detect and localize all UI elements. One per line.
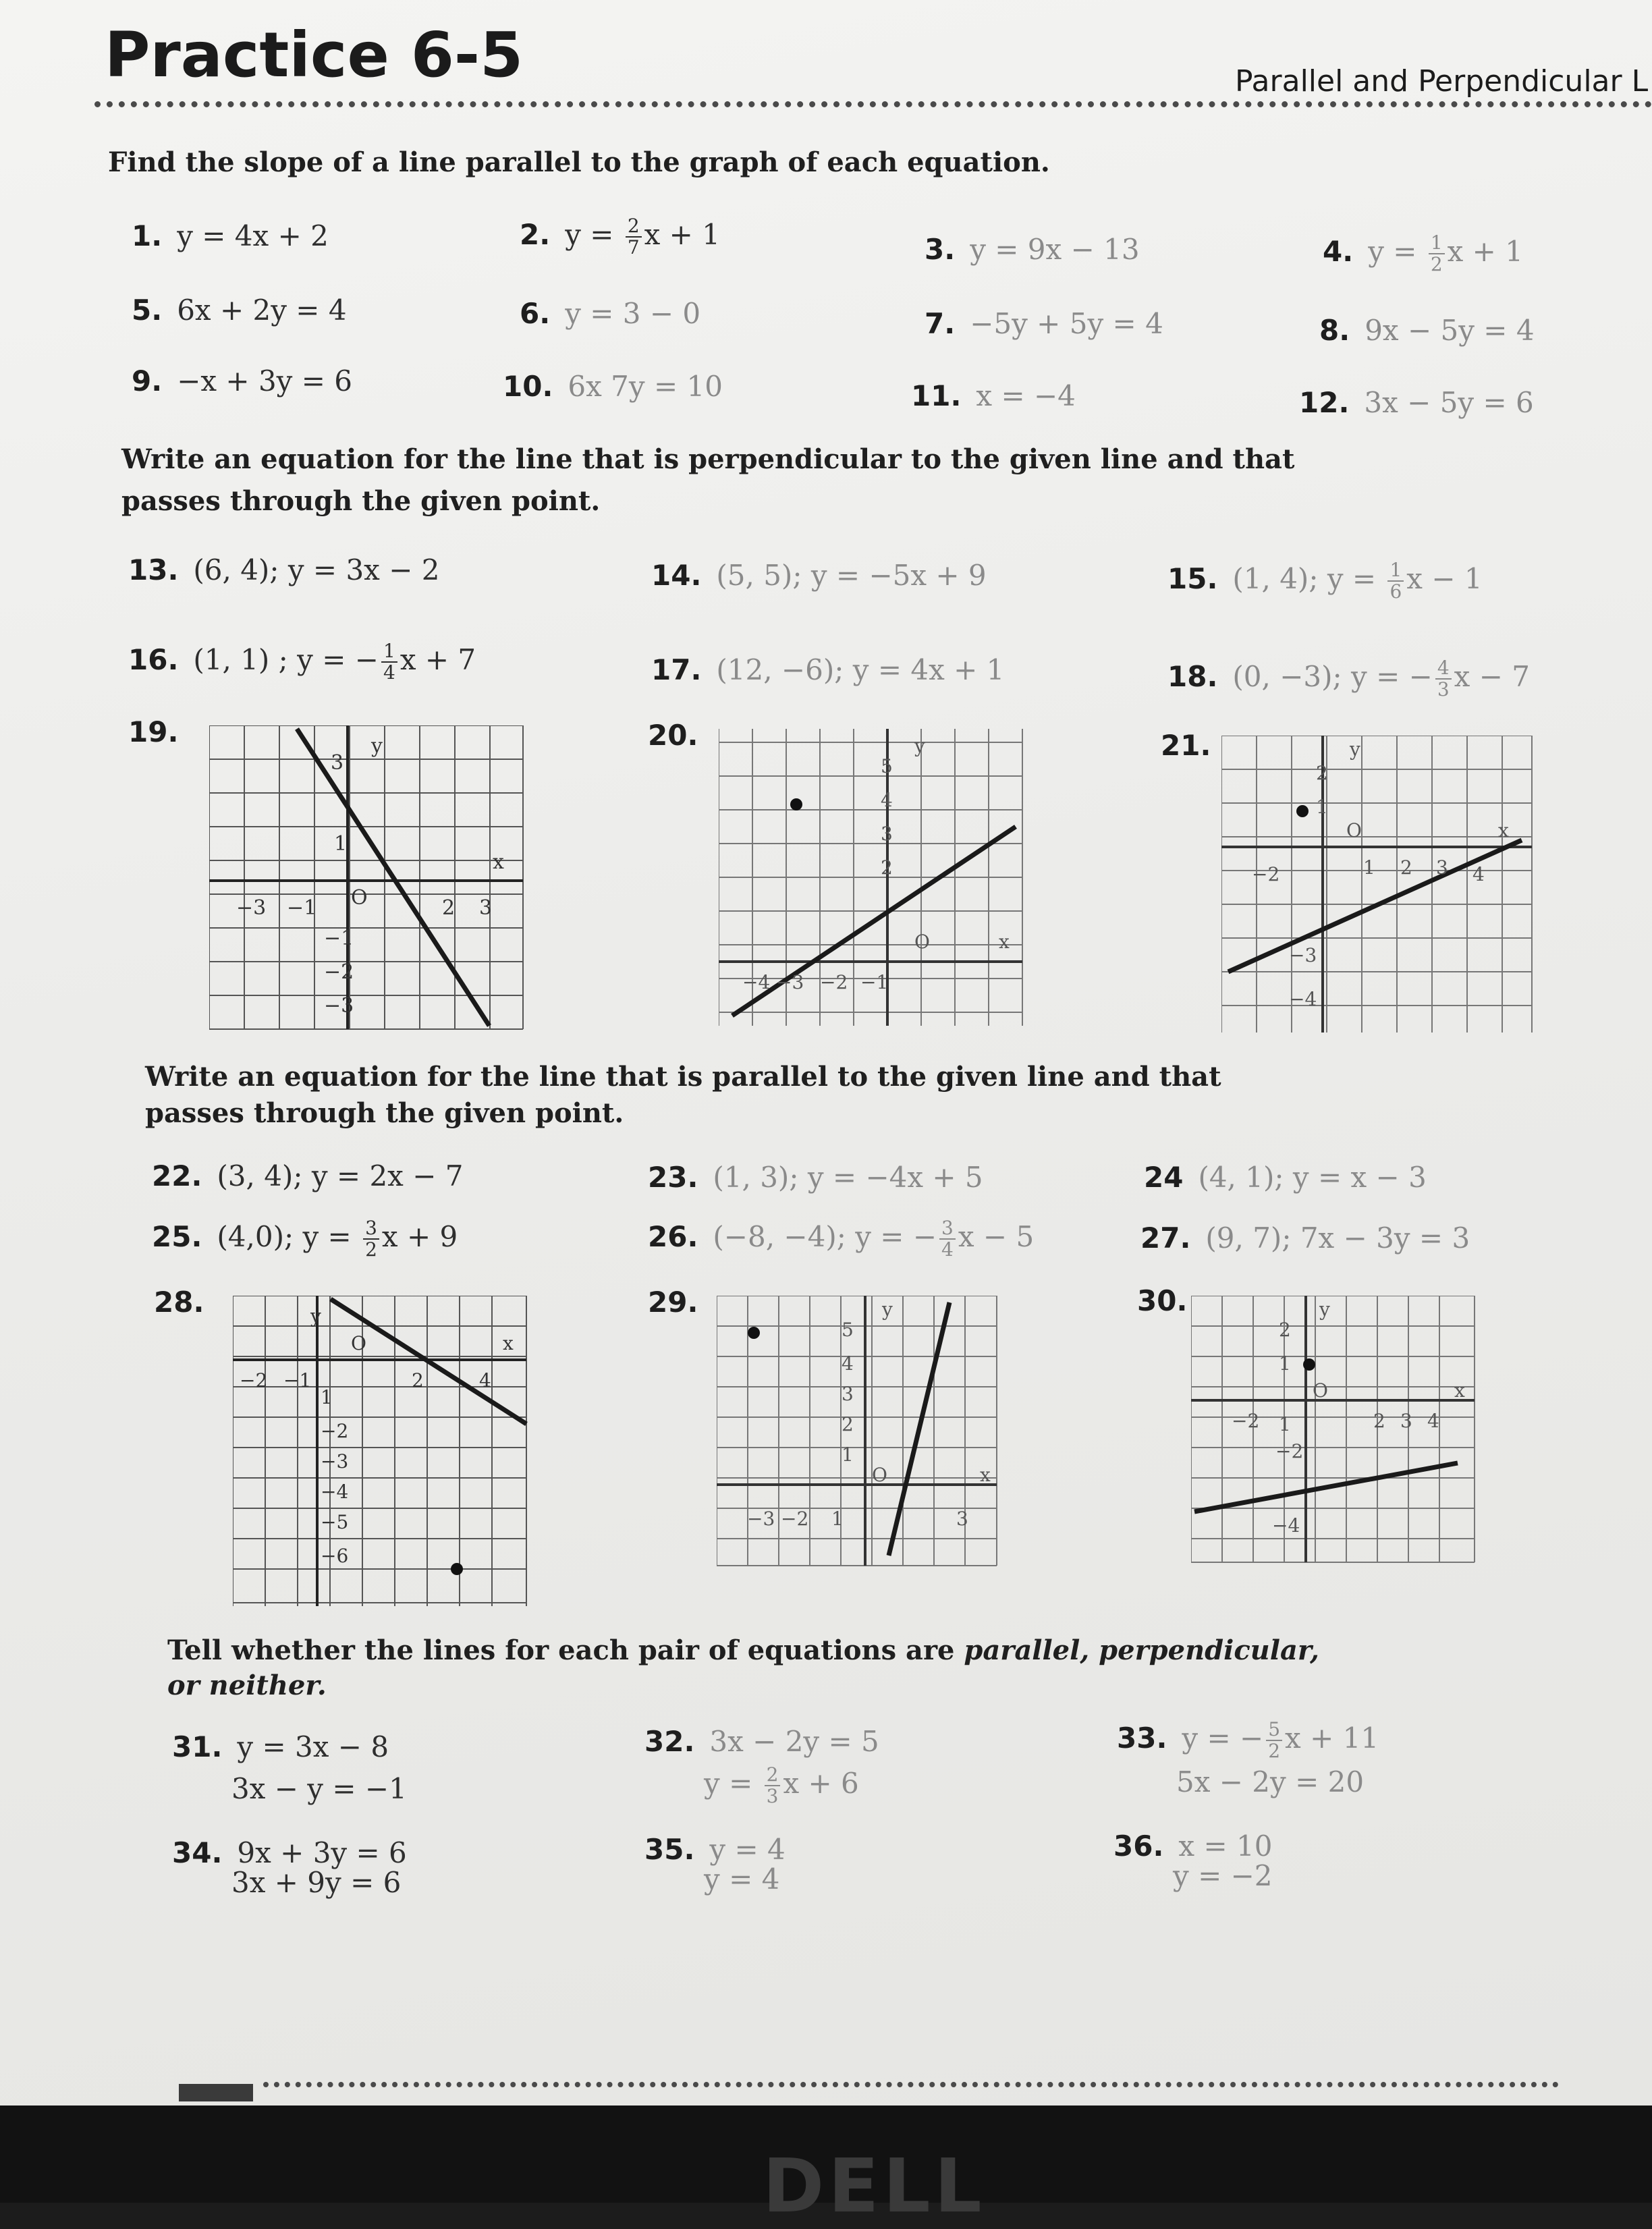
problem-11 xyxy=(911,379,1076,412)
tick-label: −1 xyxy=(860,971,889,993)
fraction-denominator: 4 xyxy=(941,1238,954,1261)
problem-number: 34. xyxy=(172,1836,223,1869)
problem-number: 23. xyxy=(648,1161,698,1194)
problem-text-pre: y = xyxy=(1368,235,1426,268)
tick-label: −4 xyxy=(321,1481,349,1503)
problem-text: 9x − 5y = 4 xyxy=(1365,314,1535,347)
problem-number: 31. xyxy=(172,1730,223,1763)
tick-label: 2 xyxy=(1279,1319,1291,1341)
origin-label: O xyxy=(914,931,930,953)
problem-number: 1. xyxy=(132,219,163,252)
tick-label: 1 xyxy=(831,1508,844,1530)
problem-text-pre: y = xyxy=(565,218,623,251)
problem-8 xyxy=(1319,314,1535,347)
tick-label: −2 xyxy=(1232,1410,1260,1432)
fraction xyxy=(381,641,397,683)
problem-36 xyxy=(1113,1825,1273,1897)
fraction-denominator: 3 xyxy=(1437,678,1450,700)
problem-7 xyxy=(925,307,1163,340)
tick-label: 1 xyxy=(1363,856,1375,879)
y-axis-label: y xyxy=(1350,738,1360,761)
origin-label: O xyxy=(351,886,368,910)
x-axis-label: x xyxy=(1498,819,1509,842)
equation-text-pre: y = − xyxy=(1182,1722,1264,1755)
problem-text-pre: (−8, −4); y = − xyxy=(713,1220,937,1253)
problem-number: 3. xyxy=(925,233,956,266)
equation-1: y = 3x − 8 xyxy=(237,1730,389,1763)
tick-label: −2 xyxy=(1252,863,1280,885)
page-title: Practice 6-5 xyxy=(105,19,524,91)
problem-number: 22. xyxy=(152,1159,202,1192)
tick-label: 4 xyxy=(479,1369,491,1392)
fraction xyxy=(1435,658,1452,700)
graph-line xyxy=(1194,1463,1458,1512)
y-axis-label: y xyxy=(882,1298,893,1321)
equation-2: 5x − 2y = 20 xyxy=(1176,1765,1365,1798)
problem-text-pre: (1, 4); y = xyxy=(1232,562,1385,595)
tick-label: −2 xyxy=(820,971,848,993)
fraction-numerator: 4 xyxy=(1435,658,1452,680)
problem-number: 20. xyxy=(648,719,698,752)
graph-line xyxy=(889,1302,949,1556)
tick-label: 4 xyxy=(842,1352,854,1375)
given-point xyxy=(1296,805,1309,817)
problem-number: 36. xyxy=(1113,1829,1164,1863)
problem-text-post: x + 9 xyxy=(381,1220,458,1253)
problem-13 xyxy=(128,553,439,586)
tick-label: −6 xyxy=(321,1545,349,1567)
problem-34 xyxy=(172,1832,407,1904)
problem-18 xyxy=(1167,658,1530,700)
tick-label: 4 xyxy=(881,789,893,811)
tick-label: 3 xyxy=(956,1508,968,1530)
graph-28 xyxy=(233,1296,533,1609)
tick-label: −4 xyxy=(1289,988,1317,1010)
fraction-numerator: 3 xyxy=(363,1218,379,1240)
problem-text: 6x 7y = 10 xyxy=(568,370,723,403)
x-axis-label: x xyxy=(1454,1379,1465,1402)
problem-12 xyxy=(1299,386,1534,419)
problem-text: (1, 3); y = −4x + 5 xyxy=(713,1161,983,1194)
y-axis-label: y xyxy=(1319,1298,1330,1321)
problem-31 xyxy=(172,1726,407,1810)
fraction-numerator: 5 xyxy=(1266,1719,1282,1741)
origin-label: O xyxy=(1346,819,1362,842)
equation-2: 3x − y = −1 xyxy=(231,1772,407,1805)
tick-label: 2 xyxy=(1373,1410,1385,1432)
fraction xyxy=(939,1218,956,1260)
tick-label: −2 xyxy=(781,1508,809,1530)
graph-29-label xyxy=(648,1286,713,1319)
graph-line xyxy=(331,1299,526,1424)
tick-label: 5 xyxy=(842,1319,854,1341)
fraction-numerator: 3 xyxy=(939,1218,956,1240)
problem-number: 28. xyxy=(154,1286,204,1319)
graph-21 xyxy=(1221,736,1539,1036)
fraction-denominator: 2 xyxy=(1430,253,1443,275)
problem-33 xyxy=(1117,1717,1379,1803)
tick-label: 3 xyxy=(1400,1410,1412,1432)
tick-label: −2 xyxy=(321,1420,349,1442)
graph-29 xyxy=(717,1296,1003,1569)
equation-text-post: x + 6 xyxy=(783,1767,859,1800)
problem-text-post: x − 1 xyxy=(1406,562,1483,595)
problem-text-pre: (4,0); y = xyxy=(217,1220,361,1253)
x-axis-label: x xyxy=(980,1464,991,1486)
problem-25 xyxy=(152,1218,458,1260)
problem-text-post: x + 1 xyxy=(644,218,720,251)
problem-17 xyxy=(651,653,1004,686)
tick-label: −3 xyxy=(776,971,804,993)
tick-label: 1 xyxy=(1279,1413,1291,1435)
tick-label: 3 xyxy=(1436,856,1448,879)
fraction-numerator: 1 xyxy=(1429,233,1445,254)
fraction-numerator: 2 xyxy=(765,1765,781,1786)
problem-10 xyxy=(503,370,723,403)
problem-text: x = −4 xyxy=(976,379,1076,412)
tick-label: 1 xyxy=(842,1443,854,1466)
tick-label: −2 xyxy=(1275,1440,1304,1462)
problem-number: 4. xyxy=(1323,235,1354,268)
problem-text-pre: (1, 1) ; y = − xyxy=(193,643,379,676)
problem-35 xyxy=(644,1829,786,1900)
problem-text-post: x + 1 xyxy=(1447,235,1523,268)
problem-15 xyxy=(1167,560,1483,602)
instruction-line xyxy=(167,1630,1319,1672)
tick-label: 4 xyxy=(1472,863,1485,885)
problem-number: 25. xyxy=(152,1220,202,1253)
tick-label: 2 xyxy=(842,1413,854,1435)
instruction-text: Tell whether the lines for each pair of equations are xyxy=(167,1634,964,1666)
section1-instruction: Find the slope of a line parallel to the graph of each equation. xyxy=(108,146,1050,178)
problem-text: 3x − 5y = 6 xyxy=(1364,386,1534,419)
tick-label: −3 xyxy=(324,994,354,1018)
y-axis-label: y xyxy=(310,1305,321,1327)
fraction-numerator: 1 xyxy=(1387,560,1404,582)
problem-number: 13. xyxy=(128,553,179,586)
page-number-tab xyxy=(179,2084,253,2101)
problem-number: 10. xyxy=(503,370,553,403)
problem-2 xyxy=(520,216,720,258)
fraction-denominator: 3 xyxy=(766,1785,779,1807)
problem-text: (9, 7); 7x − 3y = 3 xyxy=(1205,1221,1470,1255)
problem-number: 7. xyxy=(925,307,956,340)
fraction-numerator: 2 xyxy=(626,216,642,238)
tick-label: 2 xyxy=(442,896,456,920)
y-axis-label: y xyxy=(371,734,383,758)
problem-number: 32. xyxy=(644,1725,695,1758)
instruction-line: passes through the given point. xyxy=(145,1097,624,1129)
problem-1 xyxy=(132,219,329,252)
problem-number: 21. xyxy=(1161,729,1211,762)
equation-text-post: x + 11 xyxy=(1285,1722,1379,1755)
problem-6 xyxy=(520,297,700,330)
y-axis-label: y xyxy=(914,735,925,757)
fraction xyxy=(363,1218,379,1260)
tick-label: −2 xyxy=(324,960,354,984)
origin-label: O xyxy=(872,1464,887,1486)
problem-number: 30. xyxy=(1137,1284,1188,1317)
tick-label: 3 xyxy=(881,823,893,845)
fraction-numerator: 1 xyxy=(381,641,397,663)
given-point xyxy=(1303,1358,1315,1371)
problem-number: 6. xyxy=(520,297,551,330)
problem-number: 14. xyxy=(651,559,702,592)
graph-19 xyxy=(209,725,526,1036)
problem-text: −5y + 5y = 4 xyxy=(970,307,1163,340)
equation-2: 3x + 9y = 6 xyxy=(231,1866,402,1899)
x-axis-label: x xyxy=(503,1332,514,1354)
problem-4 xyxy=(1323,233,1523,275)
equation-1: y = 4 xyxy=(709,1833,786,1866)
tick-label: 3 xyxy=(842,1383,854,1405)
fraction xyxy=(765,1765,781,1807)
problem-number: 12. xyxy=(1299,386,1350,419)
dell-logo: DELL xyxy=(763,2143,986,2229)
graph-21-label xyxy=(1161,729,1226,762)
instruction-line: Write an equation for the line that is parallel to the given line and that xyxy=(145,1061,1221,1093)
equation-1: 3x − 2y = 5 xyxy=(709,1725,879,1758)
problem-number: 16. xyxy=(128,643,179,676)
tick-label: 1 xyxy=(1279,1352,1291,1375)
fraction xyxy=(1266,1719,1282,1761)
fraction xyxy=(626,216,642,258)
problem-23 xyxy=(648,1161,983,1194)
problem-text: y = 4x + 2 xyxy=(177,219,329,252)
graph-20-label xyxy=(648,719,713,752)
problem-number: 5. xyxy=(132,294,163,327)
tick-label: −3 xyxy=(236,896,267,920)
tick-label: 1 xyxy=(334,832,348,856)
tick-label: −3 xyxy=(1289,944,1317,966)
problem-9 xyxy=(132,364,352,397)
tick-label: −4 xyxy=(742,971,771,993)
problem-number: 9. xyxy=(132,364,163,397)
x-axis-label: x xyxy=(999,931,1010,953)
tick-label: −2 xyxy=(240,1369,268,1392)
given-point xyxy=(451,1563,463,1575)
problem-5 xyxy=(132,294,347,327)
given-point xyxy=(790,798,802,810)
problem-24 xyxy=(1144,1161,1427,1194)
bottom-dotted-divider xyxy=(263,2082,1559,2087)
tick-label: −1 xyxy=(287,896,317,920)
problem-number: 24 xyxy=(1144,1161,1184,1194)
fraction xyxy=(1387,560,1404,602)
origin-label: O xyxy=(351,1332,366,1354)
problem-26 xyxy=(648,1218,1034,1260)
equation-2: y = −2 xyxy=(1173,1859,1273,1892)
problem-text: (12, −6); y = 4x + 1 xyxy=(716,653,1005,686)
problem-22 xyxy=(152,1159,463,1192)
problem-number: 26. xyxy=(648,1220,698,1253)
problem-text-post: x + 7 xyxy=(400,643,476,676)
fraction-denominator: 6 xyxy=(1389,580,1402,603)
problem-text-pre: (0, −3); y = − xyxy=(1232,660,1433,693)
graph-30 xyxy=(1191,1296,1481,1566)
tick-label: 3 xyxy=(479,896,493,920)
origin-label: O xyxy=(1313,1379,1328,1402)
problem-number: 15. xyxy=(1167,562,1218,595)
equation-2: y = 4 xyxy=(704,1863,780,1896)
dotted-divider xyxy=(94,101,1652,107)
grid xyxy=(209,725,523,1029)
equation-text-pre: y = xyxy=(704,1767,762,1800)
problem-number: 29. xyxy=(648,1286,698,1319)
problem-number: 2. xyxy=(520,218,551,251)
grid xyxy=(233,1296,526,1606)
problem-text: 6x + 2y = 4 xyxy=(177,294,347,327)
problem-number: 18. xyxy=(1167,660,1218,693)
problem-text: (5, 5); y = −5x + 9 xyxy=(716,559,987,592)
given-point xyxy=(748,1327,760,1339)
tick-label: 1 xyxy=(321,1386,333,1408)
section3-instruction xyxy=(145,1056,1221,1134)
problem-text: (4, 1); y = x − 3 xyxy=(1198,1161,1427,1194)
problem-text: (6, 4); y = 3x − 2 xyxy=(193,553,440,586)
tick-label: 2 xyxy=(1400,856,1412,879)
equation-1: 9x + 3y = 6 xyxy=(237,1836,407,1869)
equation-1: x = 10 xyxy=(1178,1829,1273,1863)
problem-text: (3, 4); y = 2x − 7 xyxy=(217,1159,464,1192)
problem-text-post: x − 5 xyxy=(958,1220,1035,1253)
problem-27 xyxy=(1140,1221,1470,1255)
graph-19-label xyxy=(128,715,193,748)
instruction-line: or neither. xyxy=(167,1670,327,1701)
tick-label: 1 xyxy=(1316,796,1328,818)
tick-label: −5 xyxy=(321,1511,349,1533)
problem-number: 17. xyxy=(651,653,702,686)
section2-instruction xyxy=(121,439,1294,522)
equation-2 xyxy=(644,1763,879,1807)
tick-label: 3 xyxy=(331,751,344,775)
instruction-line: Write an equation for the line that is perpendicular to the given line and that xyxy=(121,443,1295,475)
problem-text: y = 3 − 0 xyxy=(565,297,701,330)
problem-text-post: x − 7 xyxy=(1454,660,1530,693)
tick-label: −3 xyxy=(321,1450,349,1473)
problem-number: 19. xyxy=(128,715,179,748)
tick-label: 2 xyxy=(881,856,893,879)
tick-label: −4 xyxy=(1272,1514,1300,1537)
fraction-denominator: 4 xyxy=(383,661,395,684)
graph-20 xyxy=(719,729,1029,1033)
problem-32 xyxy=(644,1721,879,1807)
tick-label: −1 xyxy=(324,927,354,950)
instruction-line: passes through the given point. xyxy=(121,485,601,517)
problem-number: 11. xyxy=(911,379,962,412)
tick-label: 4 xyxy=(1427,1410,1439,1432)
problem-text: y = 9x − 13 xyxy=(970,233,1140,266)
problem-16 xyxy=(128,641,476,683)
x-axis-label: x xyxy=(493,850,504,874)
problem-number: 8. xyxy=(1319,314,1350,347)
problem-number: 33. xyxy=(1117,1722,1167,1755)
fraction xyxy=(1429,233,1445,275)
fraction-denominator: 2 xyxy=(365,1238,377,1261)
tick-label: −3 xyxy=(747,1508,775,1530)
problem-text: −x + 3y = 6 xyxy=(177,364,353,397)
fraction-denominator: 7 xyxy=(627,236,640,258)
tick-label: −1 xyxy=(283,1369,312,1392)
tick-label: 2 xyxy=(412,1369,424,1392)
graph-28-label xyxy=(154,1286,219,1319)
instruction-italic-text: parallel, perpendicular, xyxy=(964,1634,1319,1666)
section4-instruction xyxy=(167,1630,1319,1707)
page-subtitle: Parallel and Perpendicular L xyxy=(1235,64,1649,99)
problem-number: 35. xyxy=(644,1833,695,1866)
problem-3 xyxy=(925,233,1140,266)
problem-number: 27. xyxy=(1140,1221,1191,1255)
tick-label: 2 xyxy=(1316,762,1328,784)
fraction-denominator: 2 xyxy=(1268,1740,1281,1762)
problem-14 xyxy=(651,559,987,592)
tick-label: 5 xyxy=(881,755,893,777)
